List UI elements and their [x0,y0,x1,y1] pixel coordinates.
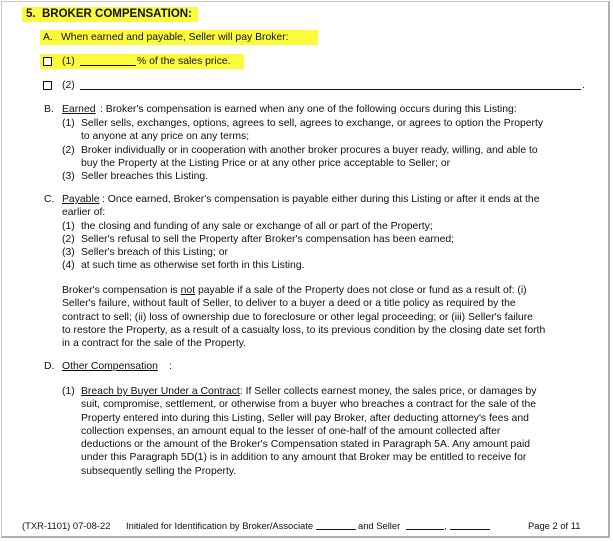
option-1-line [40,54,244,69]
earned-item-3-text: Seller breaches this Listing. [81,171,209,182]
earned-heading: Earned [62,104,96,115]
other-letter: D. [44,361,55,372]
payable-item-4-text: at such time as otherwise set forth in this Listing. [81,260,305,271]
payable-intro-line-1: : Once earned, Broker's compensation is payable either during this Listing or after it ends at the [102,194,540,205]
footer-seller-initials-blank-2[interactable] [450,519,490,530]
item-a-letter: A. [43,32,53,43]
earned-item-2-number: (2) [62,145,75,156]
earned-item-1-line-2: to anyone at any price on any terms; [81,131,250,143]
not-payable-line-4: to restore the Property, as a result of a casualty loss, to its previous condition by the closing date set forth [62,324,546,336]
payable-item-1-text: the closing and funding of any sale or exchange of all or part of the Property; [81,221,433,232]
payable-item-4-number: (4) [62,260,75,271]
earned-heading-line [44,103,517,116]
not-payable-line-1 [62,284,589,297]
not-payable-not: not [180,285,196,296]
other-item-1-line-2: suit, compromise, settlement, or otherwise from a buyer who breaches a contract for the sale of the [81,399,537,411]
section-heading [22,7,198,22]
option-1-number: (1) [62,56,75,67]
payable-intro-line-2: earlier of: [62,207,106,218]
other-item-1-line-3: Property entered into during this Listing, Seller will pay Broker, after deducting attorney's fees and [81,412,529,424]
other-heading-line [44,360,172,373]
other-item-1-line-4: collection expenses, an amount equal to the lesser of one-half of the amount collected after [81,425,501,437]
earned-item-2-text [81,144,538,171]
not-payable-paragraph [62,284,589,350]
footer-seller-initials-blank-1[interactable] [406,519,444,530]
earned-item-3-number: (3) [62,171,75,182]
earned-intro: : Broker's compensation is earned when any one of the following occurs during this Listing: [100,104,517,115]
other-item-1-number: (1) [62,386,75,397]
payable-letter: C. [44,194,55,205]
earned-item-1-line-1: Seller sells, exchanges, options, agrees to sell, agrees to exchange, or agrees to option the Property [81,118,544,129]
option-2-blank[interactable] [80,79,581,90]
footer-initialed: Initialed for Identification by Broker/Associate [126,520,314,531]
not-payable-line-2: Seller's failure, without fault of Seller, to deliver to a buyer a deed or a title policy as required by the [62,298,516,310]
earned-item-1-text [81,117,543,144]
item-a-text: When earned and payable, Seller will pay Broker: [61,32,289,43]
payable-item-2-number: (2) [62,234,75,245]
payable-heading-line [44,193,540,206]
option-2-number: (2) [62,80,75,91]
payable-item-2-text: Seller's refusal to sell the Property after Broker's compensation has been earned; [81,234,455,245]
not-payable-line-5: in a contract for the sale of the Property. [62,338,247,350]
earned-letter: B. [44,104,54,115]
footer-broker-initials-blank[interactable] [316,519,356,530]
other-item-1-line-7: subsequently selling the Property. [81,465,237,477]
other-item-1-line-6: under this Paragraph 5D(1) is in addition to any amount that Broker may be entitled to receive for [81,452,527,464]
payable-item-3-number: (3) [62,247,75,258]
other-colon: : [169,361,172,372]
footer-comma: , [444,520,447,531]
other-item-1-rest: : If Seller collects earnest money, the sales price, or damages by [239,386,537,397]
section-number: 5. [26,8,36,20]
other-item-1-heading: Breach by Buyer Under a Contract [81,386,240,397]
payable-item-1-number: (1) [62,221,75,232]
option-2-suffix: . [582,80,585,91]
earned-item-1-number: (1) [62,118,75,129]
earned-item-2-line-2: buy the Property at the Listing Price or at any other price acceptable to Seller; or [81,158,451,170]
earned-item-2-line-1: Broker individually or in cooperation with another broker procures a buyer ready, willing, and able to [81,145,538,156]
option-1-percent-blank[interactable] [80,55,136,66]
other-heading: Other Compensation [62,361,158,372]
section-title: BROKER COMPENSATION: [42,8,192,20]
option-1-suffix: % of the sales price. [137,56,231,67]
payable-heading: Payable [62,194,100,205]
footer-page: Page 2 of 11 [528,520,581,531]
footer-form-id: (TXR-1101) 07-08-22 [22,520,111,531]
payable-item-3-text: Seller's breach of this Listing; or [81,247,228,258]
other-item-1-text [81,385,536,478]
not-payable-pre: Broker's compensation is [62,285,181,296]
other-item-1-line-5: deductions or the amount of the Broker's Compensation stated in Paragraph 5A. Any amount paid [81,439,531,451]
footer-and-seller: and Seller [358,520,401,531]
not-payable-line-3: contract to sell; (ii) loss of ownership due to foreclosure or other legal proceeding; or (iii) Seller's failure [62,311,533,323]
option-2-line [40,78,590,93]
item-a-line [40,30,318,45]
not-payable-rest: payable if a sale of the Property does not close or fund as a result of: (i) [195,285,527,296]
other-item-1-line-1 [81,385,536,398]
option-1-checkbox[interactable] [43,57,52,66]
option-2-checkbox[interactable] [43,81,52,90]
